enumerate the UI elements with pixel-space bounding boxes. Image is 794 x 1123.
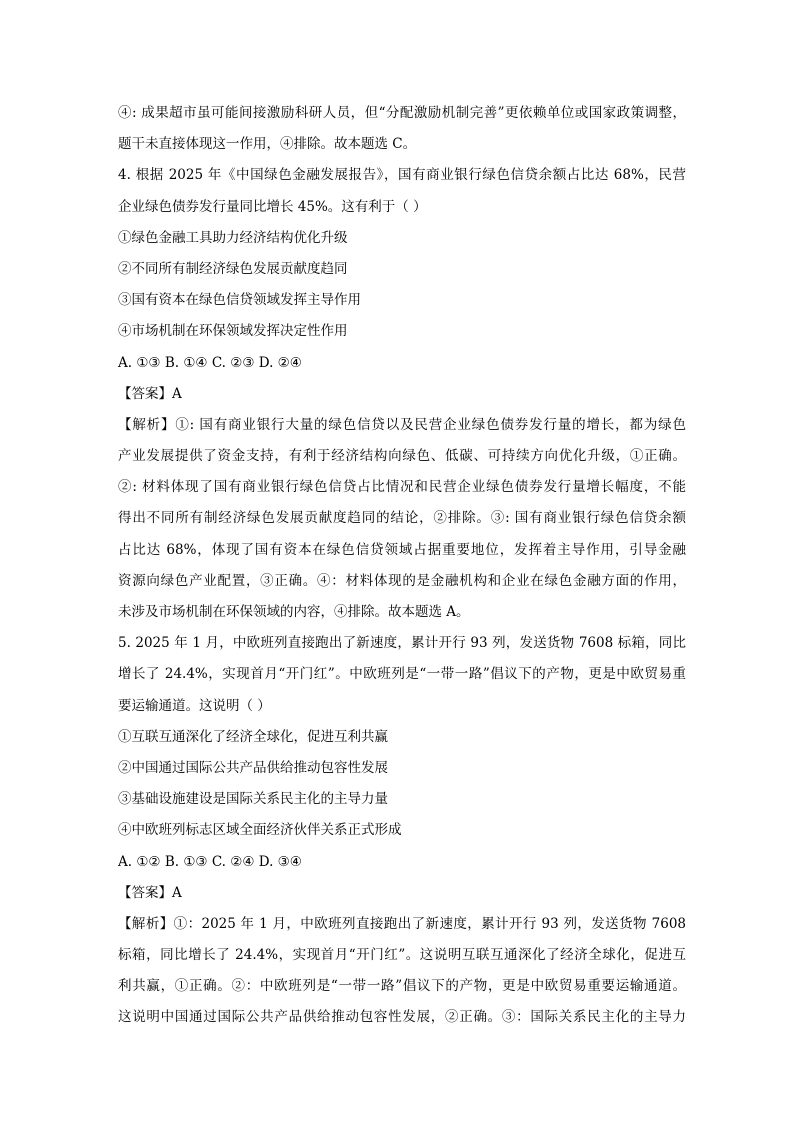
text-line: 【答案】A xyxy=(118,385,182,402)
text-line: ①绿色金融工具助力经济结构优化升级 xyxy=(118,229,348,246)
text-line: 标箱，同比增长了 24.4%，实现首月“开门红”。这说明互联互通深化了经济全球化，促进互 xyxy=(118,947,686,964)
text-line: A. ①② B. ①③ C. ②④ D. ③④ xyxy=(118,853,302,870)
text-line: ④: 成果超市虽可能间接激励科研人员，但“分配激励机制完善”更依赖单位或国家政策调整， xyxy=(118,105,686,121)
text-line: 占比达 68%，体现了国有资本在绿色信贷领域占据重要地位，发挥着主导作用，引导金融 xyxy=(118,541,686,558)
text-line: 4. 根据 2025 年《中国绿色金融发展报告》，国有商业银行绿色信贷余额占比达 68%，民营 xyxy=(118,167,686,184)
text-line: ②: 材料体现了国有商业银行绿色信贷占比情况和民营企业绿色债券发行量增长幅度，不能 xyxy=(118,479,686,496)
text-line: 未涉及市场机制在环保领域的内容，④排除。故本题选 A。 xyxy=(118,604,470,620)
text-line: 5. 2025 年 1 月，中欧班列直接跑出了新速度，累计开行 93 列，发送货物 7608 标箱，同比 xyxy=(118,635,686,652)
text-line: ②不同所有制经济绿色发展贡献度趋同 xyxy=(118,260,348,277)
text-line: ①互联互通深化了经济全球化，促进互利共赢 xyxy=(118,728,388,745)
text-line: A. ①③ B. ①④ C. ②③ D. ②④ xyxy=(118,354,302,371)
document-page xyxy=(118,98,686,1034)
text-line: 【解析】①：2025 年 1 月，中欧班列直接跑出了新速度，累计开行 93 列，发送货物 7608 xyxy=(118,915,686,932)
text-line: 【答案】A xyxy=(118,884,182,901)
text-line: ②中国通过国际公共产品供给推动包容性发展 xyxy=(118,759,388,776)
text-line: 企业绿色债券发行量同比增长 45%。这有利于（ ） xyxy=(118,198,427,215)
text-line: 要运输通道。这说明（ ） xyxy=(118,697,271,714)
text-line: 题干未直接体现这一作用，④排除。故本题选 C。 xyxy=(118,136,417,153)
text-line: 增长了 24.4%，实现首月“开门红”。中欧班列是“一带一路”倡议下的产物，更是中欧贸易重 xyxy=(118,666,686,683)
text-line: 利共赢，①正确。②：中欧班列是“一带一路”倡议下的产物，更是中欧贸易重要运输通道。 xyxy=(118,978,686,995)
text-line: 得出不同所有制经济绿色发展贡献度趋同的结论，②排除。③: 国有商业银行绿色信贷余额 xyxy=(118,510,686,527)
text-line: 这说明中国通过国际公共产品供给推动包容性发展，②正确。③：国际关系民主化的主导力 xyxy=(118,1009,686,1026)
text-line: ③基础设施建设是国际关系民主化的主导力量 xyxy=(118,791,388,808)
text-line: 资源向绿色产业配置，③正确。④：材料体现的是金融机构和企业在绿色金融方面的作用， xyxy=(118,572,686,589)
text-line: ④中欧班列标志区域全面经济伙伴关系正式形成 xyxy=(118,822,402,839)
text-line: ③国有资本在绿色信贷领域发挥主导作用 xyxy=(118,292,361,309)
text-line: 【解析】①: 国有商业银行大量的绿色信贷以及民营企业绿色债券发行量的增长，都为绿色 xyxy=(118,416,686,433)
text-line: 产业发展提供了资金支持，有利于经济结构向绿色、低碳、可持续方向优化升级，①正确。 xyxy=(118,448,686,465)
text-line: ④市场机制在环保领域发挥决定性作用 xyxy=(118,323,348,340)
